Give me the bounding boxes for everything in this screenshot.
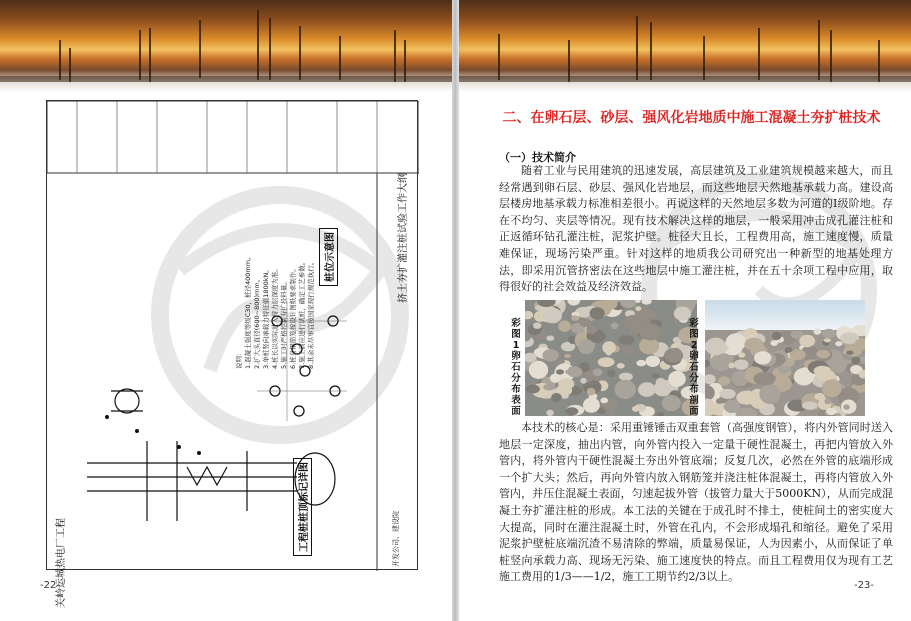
note-line: 8.其余未尽事宜按国家现行规范执行。	[307, 258, 315, 369]
left-page	[0, 0, 452, 621]
pebble	[835, 341, 842, 346]
intro-paragraph: 随着工业与民用建筑的迅速发展，高层建筑及工业建筑规模越来越大，而且经常遇到卵石层、砂层、强风化岩地层，而这些地层天然地基承载力高。建设高层楼房地基承载力标准相差很小。再说这样的天然地层多数为河道的Ⅰ级阶地。存在不均匀、夹层等情况。现有技术解决这样的地层，一般采用冲击成孔灌注桩和正返循环钻孔灌注桩，泥浆护壁。桩径大且长，工程费用高，施工速度慢，质量难保证，现场污染严重。针对这样的地质我公司研究出一种新型的地基处理方法，即采用沉管挤密法在这些地层中施工灌注桩，并在五十余项工程中应用，取得很好的社会效益及经济效益。	[499, 164, 893, 294]
pebble	[598, 357, 615, 367]
pebble	[580, 378, 586, 384]
pebble	[817, 350, 831, 359]
pebble	[632, 406, 639, 412]
pebble	[802, 401, 818, 410]
pebble	[799, 335, 815, 347]
drawing-notes	[235, 169, 316, 369]
right-page	[459, 0, 911, 621]
note-line: 7.施工前应进行试桩，确定工艺参数。	[298, 258, 306, 369]
pebble	[754, 351, 771, 364]
pebble	[822, 329, 836, 339]
pebble	[822, 379, 842, 397]
core-technology-paragraph: 本技术的核心是：采用重锤锤击双重套管（高强度钢管），将内外管同时送入地层一定深度，抽出内管，向外管内投入一定量干硬性混凝土，再把内管放入外管内，将外管内干硬性混凝土夯出外管底端；反复几次，必然在外管的底端形成一个扩大头；然后，再向外管内放入钢筋笼并浇注桩体混凝土，再将内管放入外管内，并压住混凝土表面，匀速起拔外管（拔管力量大于5000KN），从而完成混凝土夯扩灌注桩的形成。本工法的关键在于成孔时不排土，使桩间土的密实度大大提高，同时在灌注混凝土时，外管在孔内，不会形成塌孔和缩径。避免了采用泥浆护壁桩底端沉渣不易清除的弊端，质量易保证，人为因素小，从而保证了单桩竖向承载力高、现场无污染、施工速度快的特点。而且工程费用仅为现有工艺施工费用的1/3——1/2，施工工期节约2/3以上。	[499, 421, 893, 584]
page-number-left: -22-	[40, 580, 60, 591]
pebble	[602, 341, 616, 354]
note-line: 5.施工时严格控制夯扩投料量。	[280, 278, 288, 369]
pebble	[619, 335, 635, 344]
pebble	[651, 373, 659, 378]
pebble	[662, 395, 681, 411]
pebble	[710, 353, 732, 371]
pebble	[744, 338, 763, 351]
pebble	[664, 348, 683, 363]
pebble	[593, 369, 603, 376]
pebble	[636, 360, 646, 366]
drawing-bottom-label: 开发公司、建设院	[392, 511, 400, 567]
pebble	[736, 391, 757, 405]
pebble	[619, 373, 633, 381]
pile-layout-label: 桩位示意图	[319, 228, 338, 286]
cobble-surface-image	[525, 300, 697, 416]
pebble	[543, 308, 562, 324]
pebble	[668, 371, 686, 387]
pebble	[564, 354, 571, 358]
cobble-profile-image	[705, 300, 865, 416]
pebble	[571, 315, 579, 321]
pebble	[533, 323, 541, 329]
pile-detail-label: 工程桩桩顶标记详图	[293, 458, 312, 556]
pebble	[843, 404, 849, 410]
cobble-surface-photo	[525, 300, 697, 416]
pebble	[551, 393, 562, 402]
pebble	[738, 352, 745, 358]
pebble	[556, 369, 564, 374]
pebble	[734, 359, 749, 369]
pebble	[580, 318, 591, 327]
pebble	[646, 356, 660, 367]
pebble	[754, 372, 776, 386]
photo2-caption: 彩图2 卵石分布剖面	[689, 318, 699, 417]
pebble	[846, 351, 853, 355]
pebble	[826, 408, 837, 415]
pebble	[542, 349, 558, 361]
pebble	[772, 332, 781, 340]
pebble	[600, 398, 608, 404]
pebble	[716, 398, 724, 404]
pebble	[830, 357, 847, 373]
drilling-rigs-silhouette	[459, 0, 911, 92]
section-heading: 二、在卵石层、砂层、强风化岩地质中施工混凝土夯扩桩技术	[502, 110, 881, 126]
note-line: 4.桩长以实际进入持力层深度为准。	[271, 265, 279, 369]
pebble	[624, 315, 645, 329]
subsection-heading: （一）技术简介	[499, 151, 576, 164]
pebble	[607, 370, 615, 378]
drilling-rigs-silhouette	[0, 0, 452, 92]
pebble	[729, 363, 735, 369]
pebble	[718, 376, 730, 386]
pebble	[790, 349, 806, 360]
page-number-right: -23-	[854, 580, 874, 591]
note-line: 6.桩身钢筋笼按设计图纸要求制作。	[289, 265, 297, 369]
drawing-lines	[47, 101, 419, 571]
pebble	[546, 410, 553, 416]
pebble	[565, 370, 573, 375]
pebble	[587, 388, 596, 396]
note-line: 1.混凝土强度等级C30，桩径400mm。	[244, 253, 252, 369]
pebble	[578, 339, 595, 354]
pebble	[719, 389, 735, 399]
left-banner-sunset-image	[0, 0, 452, 92]
pebble	[638, 382, 656, 397]
photo1-caption: 彩图1 卵石分布表面	[511, 318, 521, 417]
pebble	[617, 363, 625, 369]
pebble	[529, 361, 548, 379]
pebble	[851, 357, 860, 365]
pebble	[558, 320, 571, 332]
pebble	[558, 378, 574, 389]
pebble	[706, 338, 726, 356]
pebble	[590, 307, 605, 319]
pebble	[815, 370, 835, 381]
pebble	[635, 306, 641, 311]
pebble	[565, 407, 578, 415]
drawing-title-left: 关岭运城热电厂工程	[56, 518, 67, 608]
pebble	[583, 398, 600, 413]
pebble	[824, 338, 831, 342]
pebble	[611, 323, 619, 330]
pebble	[526, 385, 540, 394]
pebble	[759, 384, 780, 404]
pebble	[543, 384, 555, 390]
note-line: 3.单桩竖向承载力特征值1800kN。	[262, 266, 270, 369]
right-banner-sunset-image	[459, 0, 911, 92]
pebble	[726, 333, 747, 350]
pebble	[813, 328, 821, 334]
drawing-title-right: 挤土夯扩灌注桩试验工作大纲	[398, 173, 409, 303]
book-gutter	[452, 0, 459, 621]
pebble	[550, 374, 561, 383]
pebble	[546, 336, 554, 341]
note-line: 说明：	[235, 349, 243, 369]
pebble	[723, 404, 732, 410]
pebble	[615, 380, 636, 399]
note-line: 2.扩大头直径(600~800)mm。	[253, 275, 261, 369]
pebble	[824, 398, 831, 404]
cobble-profile-photo	[705, 300, 865, 416]
pebble	[778, 365, 791, 373]
pebble	[622, 346, 634, 355]
